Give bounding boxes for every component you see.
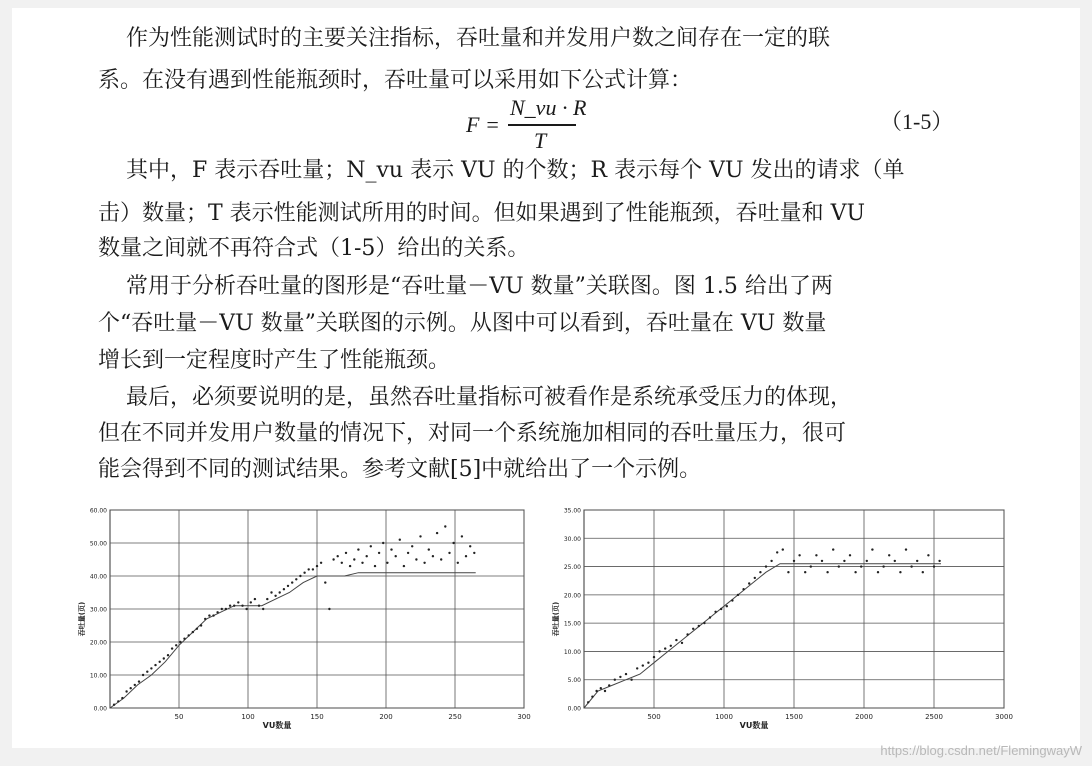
data-point [905, 548, 907, 550]
paragraph-2-line-1: 其中，F 表示吞吐量；N_vu 表示 VU 的个数；R 表示每个 VU 发出的请求（单 [126, 158, 905, 183]
data-point [312, 568, 314, 570]
data-point [328, 608, 330, 610]
data-point [279, 591, 281, 593]
data-point [287, 585, 289, 587]
data-point [419, 535, 421, 537]
data-point [200, 624, 202, 626]
data-point [395, 555, 397, 557]
data-point [221, 608, 223, 610]
data-point [916, 560, 918, 562]
data-point [291, 581, 293, 583]
data-point [630, 679, 632, 681]
x-axis-label: VU数量 [262, 721, 292, 730]
data-point [125, 690, 127, 692]
data-point [245, 608, 247, 610]
data-point [714, 611, 716, 613]
data-point [403, 565, 405, 567]
data-point [428, 548, 430, 550]
y-axis-label: 吞吐量(页) [552, 601, 560, 637]
data-point [703, 622, 705, 624]
data-point [452, 542, 454, 544]
data-point [770, 560, 772, 562]
data-point [423, 562, 425, 564]
x-tick-label: 1000 [715, 713, 733, 721]
equation-numerator: N_vu · R [510, 95, 587, 120]
data-point [299, 575, 301, 577]
data-point [432, 555, 434, 557]
data-point [188, 634, 190, 636]
data-point [204, 618, 206, 620]
y-tick-label: 15.00 [563, 620, 581, 628]
y-tick-label: 30.00 [563, 535, 581, 543]
data-point [134, 684, 136, 686]
data-point [465, 555, 467, 557]
data-point [894, 560, 896, 562]
data-point [653, 656, 655, 658]
data-point [938, 560, 940, 562]
y-tick-label: 10.00 [563, 648, 581, 656]
data-point [608, 684, 610, 686]
data-point [374, 565, 376, 567]
data-point [664, 647, 666, 649]
chart-right [548, 500, 1014, 732]
data-point [922, 571, 924, 573]
data-point [163, 657, 165, 659]
data-point [258, 605, 260, 607]
data-point [361, 562, 363, 564]
data-point [117, 700, 119, 702]
paragraph-2-line-3: 数量之间就不再符合式（1-5）给出的关系。 [98, 236, 530, 261]
data-point [595, 690, 597, 692]
data-point [698, 625, 700, 627]
data-point [810, 565, 812, 567]
data-point [415, 558, 417, 560]
data-point [877, 571, 879, 573]
data-point [399, 539, 401, 541]
y-tick-label: 20.00 [563, 592, 581, 600]
x-tick-label: 50 [174, 713, 184, 721]
data-point [266, 598, 268, 600]
data-point [854, 571, 856, 573]
data-point [196, 628, 198, 630]
data-point [849, 554, 851, 556]
data-point [337, 555, 339, 557]
data-point [146, 671, 148, 673]
data-point [113, 704, 115, 706]
data-point [448, 552, 450, 554]
data-point [473, 552, 475, 554]
paragraph-3-line-3: 增长到一定程度时产生了性能瓶颈。 [98, 348, 451, 373]
data-point [353, 558, 355, 560]
data-point [591, 696, 593, 698]
data-point [444, 525, 446, 527]
y-tick-label: 60.00 [89, 507, 107, 515]
x-tick-label: 250 [448, 713, 462, 721]
data-point [843, 560, 845, 562]
data-point [604, 690, 606, 692]
data-point [370, 545, 372, 547]
x-tick-label: 100 [241, 713, 255, 721]
data-point [237, 601, 239, 603]
data-point [154, 664, 156, 666]
y-tick-label: 0.00 [93, 705, 107, 713]
data-point [826, 571, 828, 573]
data-point [208, 614, 210, 616]
data-point [776, 551, 778, 553]
data-point [171, 647, 173, 649]
data-point [461, 535, 463, 537]
data-point [295, 578, 297, 580]
data-point [642, 664, 644, 666]
data-point [283, 588, 285, 590]
data-point [731, 599, 733, 601]
x-tick-label: 300 [517, 713, 531, 721]
data-point [469, 545, 471, 547]
data-point [798, 554, 800, 556]
data-point [411, 545, 413, 547]
data-point [759, 571, 761, 573]
data-point [681, 642, 683, 644]
data-point [709, 616, 711, 618]
data-point [927, 554, 929, 556]
paragraph-3-line-1: 常用于分析吞吐量的图形是“吞吐量－VU 数量”关联图。图 1.5 给出了两 [126, 274, 833, 299]
y-tick-label: 25.00 [563, 564, 581, 572]
paragraph-4-line-1: 最后，必须要说明的是，虽然吞吐量指标可被看作是系统承受压力的体现， [126, 385, 853, 410]
paragraph-2-line-2: 击）数量；T 表示性能测试所用的时间。但如果遇到了性能瓶颈，吞吐量和 VU [98, 201, 866, 226]
data-point [748, 582, 750, 584]
data-point [183, 638, 185, 640]
data-point [378, 552, 380, 554]
data-point [815, 554, 817, 556]
y-tick-label: 35.00 [563, 507, 581, 515]
data-point [600, 687, 602, 689]
data-point [407, 552, 409, 554]
equation-number: （1-5） [880, 109, 954, 134]
data-point [436, 532, 438, 534]
data-point [457, 562, 459, 564]
data-point [658, 650, 660, 652]
x-tick-label: 2000 [855, 713, 873, 721]
y-tick-label: 20.00 [89, 639, 107, 647]
data-point [229, 605, 231, 607]
data-point [742, 588, 744, 590]
data-point [614, 679, 616, 681]
data-point [225, 608, 227, 610]
data-point [765, 565, 767, 567]
data-point [720, 608, 722, 610]
x-tick-label: 2500 [925, 713, 943, 721]
data-point [254, 598, 256, 600]
data-point [130, 687, 132, 689]
data-point [866, 560, 868, 562]
data-point [888, 554, 890, 556]
watermark: https://blog.csdn.net/FlemingwayW [880, 743, 1082, 758]
paragraph-1-line-2: 系。在没有遇到性能瓶颈时，吞吐量可以采用如下公式计算： [98, 68, 693, 93]
data-point [316, 565, 318, 567]
data-point [587, 701, 589, 703]
data-point [804, 571, 806, 573]
data-point [737, 594, 739, 596]
data-point [910, 565, 912, 567]
data-point [150, 667, 152, 669]
equation-denominator: T [534, 128, 547, 153]
data-point [440, 558, 442, 560]
data-point [262, 608, 264, 610]
data-point [341, 562, 343, 564]
data-point [349, 565, 351, 567]
data-point [320, 562, 322, 564]
data-point [882, 565, 884, 567]
data-point [821, 560, 823, 562]
x-tick-label: 500 [647, 713, 661, 721]
data-point [390, 548, 392, 550]
data-point [167, 654, 169, 656]
data-point [159, 661, 161, 663]
y-tick-label: 0.00 [567, 705, 581, 713]
data-point [212, 614, 214, 616]
data-point [216, 611, 218, 613]
y-tick-label: 50.00 [89, 540, 107, 548]
data-point [324, 581, 326, 583]
data-point [345, 552, 347, 554]
data-point [619, 676, 621, 678]
x-tick-label: 150 [310, 713, 324, 721]
x-tick-label: 3000 [995, 713, 1013, 721]
data-point [175, 644, 177, 646]
data-point [625, 673, 627, 675]
data-point [670, 645, 672, 647]
paragraph-4-line-3: 能会得到不同的测试结果。参考文献[5]中就给出了一个示例。 [98, 457, 702, 482]
data-point [179, 641, 181, 643]
y-tick-label: 30.00 [89, 606, 107, 614]
data-point [366, 555, 368, 557]
y-tick-label: 5.00 [567, 677, 581, 685]
data-point [899, 571, 901, 573]
paragraph-4-line-2: 但在不同并发用户数量的情况下，对同一个系统施加相同的吞吐量压力，很可 [98, 421, 847, 446]
data-point [787, 571, 789, 573]
data-point [274, 595, 276, 597]
data-point [860, 565, 862, 567]
data-point [726, 605, 728, 607]
data-point [303, 572, 305, 574]
data-point [332, 558, 334, 560]
data-point [754, 577, 756, 579]
data-point [675, 639, 677, 641]
data-point [121, 697, 123, 699]
data-point [233, 605, 235, 607]
data-point [241, 605, 243, 607]
data-point [782, 548, 784, 550]
x-tick-label: 1500 [785, 713, 803, 721]
paragraph-3-line-2: 个“吞吐量－VU 数量”关联图的示例。从图中可以看到，吞吐量在 VU 数量 [98, 311, 827, 336]
equation-lhs: F = [466, 112, 500, 137]
data-point [832, 548, 834, 550]
y-axis-label: 吞吐量(页) [78, 601, 86, 637]
data-point [382, 542, 384, 544]
equation-fraction-bar [508, 124, 576, 126]
data-point [250, 601, 252, 603]
paragraph-1-line-1: 作为性能测试时的主要关注指标，吞吐量和并发用户数之间存在一定的联 [126, 26, 831, 51]
y-tick-label: 40.00 [89, 573, 107, 581]
data-point [686, 633, 688, 635]
data-point [142, 674, 144, 676]
y-tick-label: 10.00 [89, 672, 107, 680]
data-point [636, 667, 638, 669]
data-point [138, 680, 140, 682]
data-point [871, 548, 873, 550]
data-point [192, 631, 194, 633]
data-point [647, 662, 649, 664]
x-tick-label: 200 [379, 713, 393, 721]
data-point [357, 548, 359, 550]
x-axis-label: VU数量 [739, 721, 769, 730]
data-point [692, 628, 694, 630]
data-point [933, 565, 935, 567]
data-point [793, 560, 795, 562]
data-point [270, 591, 272, 593]
data-point [308, 568, 310, 570]
data-point [838, 565, 840, 567]
chart-left [74, 500, 534, 732]
data-point [386, 562, 388, 564]
